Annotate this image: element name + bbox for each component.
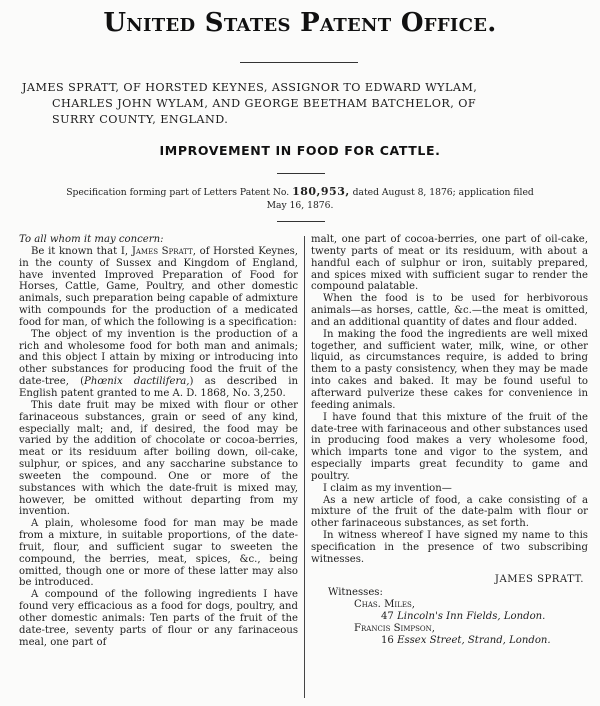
assignors-line: CHARLES JOHN WYLAM, AND GEORGE BEETHAM BATCHELOR, OF <box>52 97 477 110</box>
claim-intro: I claim as my invention— <box>323 482 452 494</box>
claim-text: As a new article of food, a cake consisting of a mixture of the fruit of the date-palm with flour or other farinaceous substances, as set forth. <box>311 494 588 530</box>
subject-rule <box>277 173 325 174</box>
paragraph-compound-cont: malt, one part of cocoa-berries, one part of oil-cake, twenty parts of meat or its residuum, with about a handful each of sulphur or iron, suitably prepared, and spices mixed with sufficient sugar to render the compound palatable. <box>311 234 588 293</box>
witness-name: Chas. Miles, <box>354 599 415 611</box>
assignors-block <box>22 80 580 128</box>
specification-line <box>20 185 580 212</box>
witness-address-number: 47 <box>381 611 394 623</box>
paragraph-herbivorous: When the food is to be used for herbivorous animals—as horses, cattle, &c.—the meat is omitted, and an additional quantity of dates and flour added. <box>311 293 588 328</box>
witness-address-number: 16 <box>381 634 394 646</box>
witness-paragraph: In witness whereof I have signed my name to this specification in the presence of two subscribing witnesses. <box>311 530 588 565</box>
salutation: To all whom it may concern: <box>19 234 164 245</box>
paragraph-date-fruit: This date fruit may be mixed with flour or other farinaceous substances, grain or seed of any kind, especially malt; and, if desired, the food may be varied by the addition of chocolate or cocoa-berries, meat or its residuum after boiling down, oil-cake, sulphur, or spices, and any saccharine substance to sweeten the compound. One or more of the substances with which the date-fruit is mixed may, however, be omitted without departing from my invention. <box>19 399 298 518</box>
paragraph-findings: I have found that this mixture of the fruit of the date-tree with farinaceous and other substances used in producing food makes a very wholesome food, which imparts tone and vigor to the system, and especially imparts great fecundity to game and poultry. <box>311 411 588 482</box>
witness-address-text: Lincoln's Inn Fields, London. <box>397 611 546 623</box>
witnesses-label: Witnesses: <box>328 587 383 599</box>
signer-name: JAMES SPRATT. <box>494 573 584 585</box>
left-column <box>19 234 298 649</box>
paragraph-compound: A compound of the following ingredients I have found very efficacious as a food for dogs, poultry, and other domestic animals: Ten parts of the fruit of the date-tree, seventy parts of flour or any farinaceous meal, one part of <box>19 589 298 648</box>
paragraph-object <box>19 329 298 400</box>
patent-subject: IMPROVEMENT IN FOOD FOR CATTLE. <box>159 143 441 158</box>
spec-filed-date: May 16, 1876. <box>266 200 334 211</box>
intro-text: Be it known that I, <box>31 245 129 257</box>
latin-name: Phœnix dactilifera, <box>84 376 190 388</box>
spec-rule <box>277 221 325 222</box>
witness-address-text: Essex Street, Strand, London. <box>397 634 551 646</box>
inventor-name: James Spratt, <box>131 245 196 257</box>
column-divider <box>304 236 305 698</box>
spec-suffix: dated August 8, 1876; application filed <box>352 187 534 198</box>
witness-name: Francis Simpson, <box>354 623 436 634</box>
intro-text-cont: of Horsted Keynes, in the county of Sussex and Kingdom of England, have invented Improved Preparation of Food for Horses, Cattle, Game, Poultry, and other domestic animals, such preparation being capable of admixture with compounds for the production of a medicated food for man, of which the following is a specification: <box>19 245 299 328</box>
title-rule <box>240 62 358 63</box>
right-column <box>311 234 588 647</box>
object-text-cont: ) as described in English patent granted to me A. D. 1868, No. 3,250. <box>19 376 298 399</box>
paragraph-making: In making the food the ingredients are well mixed together, and sufficient water, milk, wine, or other liquid, as circumstances require, is added to bring them to a pasty consistency, when they may be made into cakes and baked. It may be found useful to afterward pulverize these cakes for convenience in feeding animals. <box>311 328 588 411</box>
spec-prefix: Specification forming part of Letters Patent No. <box>66 187 290 198</box>
witness-address <box>311 611 588 623</box>
assignors-line: JAMES SPRATT, OF HORSTED KEYNES, ASSIGNOR TO EDWARD WYLAM, <box>22 81 478 94</box>
paragraph-intro <box>19 246 298 329</box>
office-title: United States Patent Office. <box>103 8 497 38</box>
object-text: The object of my invention is the production of a rich and wholesome food for both man and animals; and this object I attain by mixing or introducing into other substances for producing food the fruit of the date-tree, ( <box>19 328 298 388</box>
patent-number: 180,953, <box>292 185 350 198</box>
assignors-line: SURRY COUNTY, ENGLAND. <box>52 113 229 126</box>
paragraph-plain-food: A plain, wholesome food for man may be made from a mixture, in suitable proportions, of the date-fruit, flour, and sufficient sugar to sweeten the compound, the berries, meat, spices, &c., being omitted, though one or more of these latter may also be introduced. <box>19 518 298 589</box>
witness-address <box>311 635 588 647</box>
